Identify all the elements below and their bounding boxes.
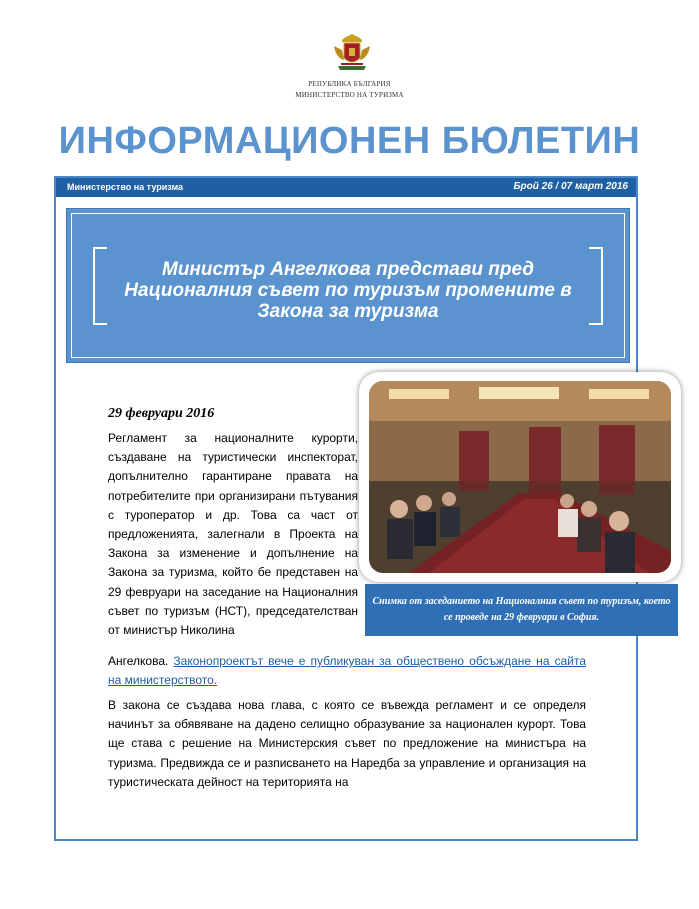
coat-of-arms-icon [328, 28, 376, 76]
issue-number: Брой 26 / 07 март 2016 [513, 181, 628, 192]
article-headline: Министър Ангелкова представи пред Националния съвет по туризъм промените в Закона за туризма [124, 259, 572, 322]
bracket-right-icon [589, 247, 603, 325]
country-name: РЕПУБЛИКА БЪЛГАРИЯ [308, 80, 391, 88]
article-paragraph-1-end [108, 652, 586, 690]
meeting-photo [369, 381, 671, 573]
header-bar [56, 178, 636, 197]
article-date: 29 февруари 2016 [108, 406, 215, 421]
bulletin-title: ИНФОРМАЦИОНЕН БЮЛЕТИН [58, 120, 641, 162]
headline-banner [66, 208, 630, 363]
bracket-left-icon [93, 247, 107, 325]
meeting-photo-frame [359, 372, 681, 582]
draft-law-link[interactable]: Законопроектът вече е публикуван за обществено обсъждане на сайта на министерството. [108, 654, 586, 688]
article-paragraph-1-tail: Ангелкова. [108, 654, 169, 668]
ministry-name: МИНИСТЕРСТВО НА ТУРИЗМА [295, 91, 404, 99]
bar-ministry: Министерство на туризма [67, 182, 184, 192]
photo-caption: Снимка от заседанието на Националния съвет по туризъм, което се проведе на 29 февруари в София. [365, 584, 678, 636]
article-paragraph-1: Регламент за националните курорти, създаване на туристически инспекторат, допълнително гарантиране правата на потребителите при организирани пътувания с туроператор и др. Това са част от предложенията, залегнали в Проекта на Закона за изменение и допълнение на Закона за туризма, който бе представен на 29 февруари на заседание на Националния съвет по туризъм (НСТ), председателстван от министър Николина [108, 431, 358, 638]
article-paragraph-2: В закона се създава нова глава, с която се въвежда регламент и се определя начинът за обявяване на дадено селищно образувание за национален курорт. Това ще става с решение на Министерския съвет по предложение на министъра на туризма. Предвижда се и разписването на Наредба за управление и организация на туристическата дейност на територията на [108, 698, 586, 789]
